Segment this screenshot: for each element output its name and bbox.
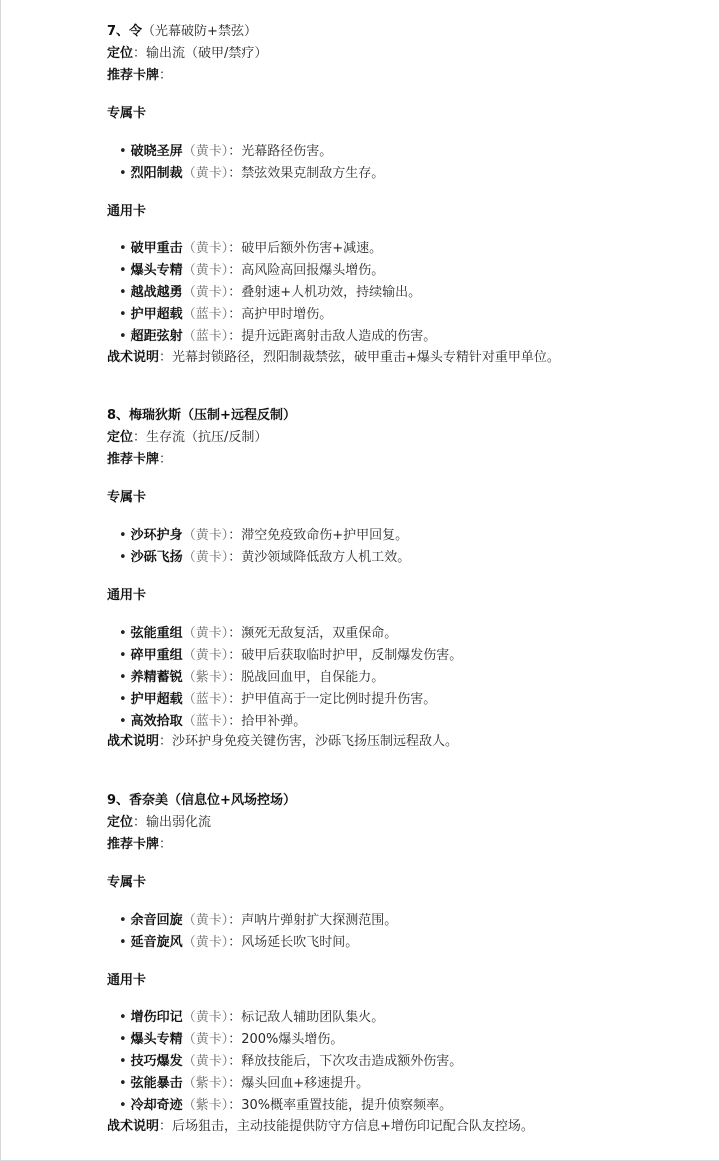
position-line: 定位：输出弱化流: [107, 815, 212, 830]
list-item: • 越战越勇（黄卡）：叠射速+人机功效，持续输出。: [119, 285, 422, 300]
exclusive-label: 专属卡: [107, 490, 147, 505]
list-item: • 余音回旋（黄卡）：声呐片弹射扩大探测范围。: [119, 913, 398, 928]
list-item: • 超距弦射（蓝卡）：提升远距离射击敌人造成的伤害。: [119, 329, 437, 344]
tactics-line: 战术说明：沙环护身免疫关键伤害，沙砾飞扬压制远程敌人。: [107, 734, 459, 749]
section-heading: 9、香奈美（信息位+风场控场）: [107, 793, 296, 808]
list-item: • 延音旋风（黄卡）：风场延长吹飞时间。: [119, 935, 359, 950]
recommend-label: 推荐卡牌：: [107, 452, 173, 467]
list-item: • 冷却奇迹（紫卡）：30%概率重置技能，提升侦察频率。: [119, 1098, 453, 1113]
list-item: • 爆头专精（黄卡）：高风险高回报爆头增伤。: [119, 263, 385, 278]
tactics-line: 战术说明：后场狙击，主动技能提供防守方信息+增伤印记配合队友控场。: [107, 1119, 534, 1134]
section-heading: 7、令（光幕破防+禁弦）: [107, 24, 257, 39]
tactics-line: 战术说明：光幕封锁路径，烈阳制裁禁弦，破甲重击+爆头专精针对重甲单位。: [107, 350, 560, 365]
general-label: 通用卡: [107, 973, 147, 988]
general-label: 通用卡: [107, 588, 147, 603]
list-item: • 烈阳制裁（黄卡）：禁弦效果克制敌方生存。: [119, 166, 385, 181]
list-item: • 破晓圣屏（黄卡）：光幕路径伤害。: [119, 144, 333, 159]
list-item: • 碎甲重组（黄卡）：破甲后获取临时护甲，反制爆发伤害。: [119, 648, 463, 663]
list-item: • 技巧爆发（黄卡）：释放技能后，下次攻击造成额外伤害。: [119, 1054, 463, 1069]
recommend-label: 推荐卡牌：: [107, 837, 173, 852]
list-item: • 养精蓄锐（紫卡）：脱战回血甲，自保能力。: [119, 670, 385, 685]
list-item: • 沙砾飞扬（黄卡）：黄沙领域降低敌方人机工效。: [119, 550, 411, 565]
position-line: 定位：输出流（破甲/禁疗）: [107, 46, 268, 61]
list-item: • 增伤印记（黄卡）：标记敌人辅助团队集火。: [119, 1010, 385, 1025]
list-item: • 弦能暴击（紫卡）：爆头回血+移速提升。: [119, 1076, 370, 1091]
recommend-label: 推荐卡牌：: [107, 68, 173, 83]
list-item: • 弦能重组（黄卡）：濒死无敌复活，双重保命。: [119, 626, 398, 641]
list-item: • 护甲超载（蓝卡）：高护甲时增伤。: [119, 307, 333, 322]
list-item: • 沙环护身（黄卡）：滞空免疫致命伤+护甲回复。: [119, 528, 409, 543]
list-item: • 护甲超载（蓝卡）：护甲值高于一定比例时提升伤害。: [119, 692, 437, 707]
section-heading: 8、梅瑞狄斯（压制+远程反制）: [107, 408, 296, 423]
list-item: • 破甲重击（黄卡）：破甲后额外伤害+减速。: [119, 241, 383, 256]
exclusive-label: 专属卡: [107, 106, 147, 121]
position-line: 定位：生存流（抗压/反制）: [107, 430, 268, 445]
general-label: 通用卡: [107, 204, 147, 219]
list-item: • 高效拾取（蓝卡）：拾甲补弹。: [119, 714, 307, 729]
exclusive-label: 专属卡: [107, 875, 147, 890]
list-item: • 爆头专精（黄卡）：200%爆头增伤。: [119, 1032, 344, 1047]
